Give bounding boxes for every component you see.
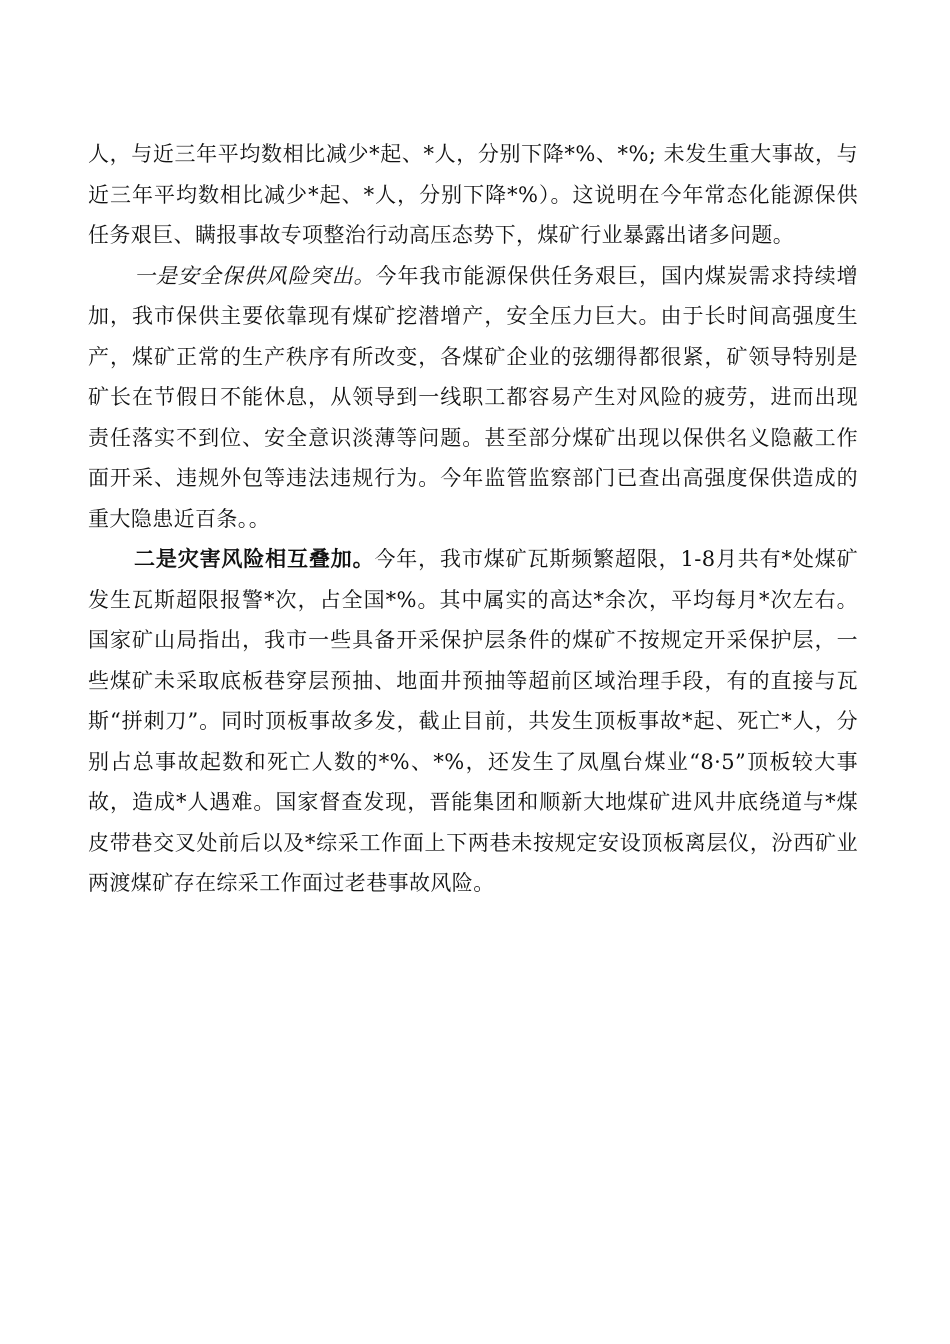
paragraph-body: 今年我市能源保供任务艰巨，国内煤炭需求持续增加，我市保供主要依靠现有煤矿挖潜增产，安全压力巨大。由于长时间高强度生产，煤矿正常的生产秩序有所改变，各煤矿企业的弦绷得都很紧，矿领导特别是矿长在节假日不能休息，从领导到一线职工都容易产生对风险的疲劳，进而出现责任落实不到位、安全意识淡薄等问题。甚至部分煤矿出现以保供名义隐蔽工作面开采、违规外包等违法违规行为。今年监管监察部门已查出高强度保供造成的重大隐患近百条。。: [88, 263, 858, 531]
paragraph-lead-heading: 二是灾害风险相互叠加。: [134, 546, 375, 571]
paragraph-disaster-risk: [88, 539, 858, 904]
paragraph-body: 今年，我市煤矿瓦斯频繁超限，1-8月共有*处煤矿发生瓦斯超限报警*次，占全国*%。其中属实的高达*余次，平均每月*次左右。国家矿山局指出，我市一些具备开采保护层条件的煤矿不按规定开采保护层，一些煤矿未采取底板巷穿层预抽、地面井预抽等超前区域治理手段，有的直接与瓦斯“拼刺刀”。同时顶板事故多发，截止目前，共发生顶板事故*起、死亡*人，分别占总事故起数和死亡人数的*%、*%，还发生了凤凰台煤业“8·5”顶板较大事故，造成*人遇难。国家督查发现，晋能集团和顺新大地煤矿进风井底绕道与*煤皮带巷交叉处前后以及*综采工作面上下两巷未按规定安设顶板离层仪，汾西矿业两渡煤矿存在综采工作面过老巷事故风险。: [88, 547, 858, 895]
document-body: [88, 134, 858, 904]
paragraph-lead-heading: 一是安全保供风险突出。: [134, 263, 376, 288]
paragraph-body: 人，与近三年平均数相比减少*起、*人，分别下降*%、*%; 未发生重大事故，与近三年平均数相比减少*起、*人，分别下降*%）。这说明在今年常态化能源保供任务艰巨、瞒报事故专项整治行动高压态势下，煤矿行业暴露出诸多问题。: [88, 142, 858, 247]
paragraph-continued: [88, 134, 858, 256]
paragraph-safety-supply-risk: [88, 256, 858, 540]
